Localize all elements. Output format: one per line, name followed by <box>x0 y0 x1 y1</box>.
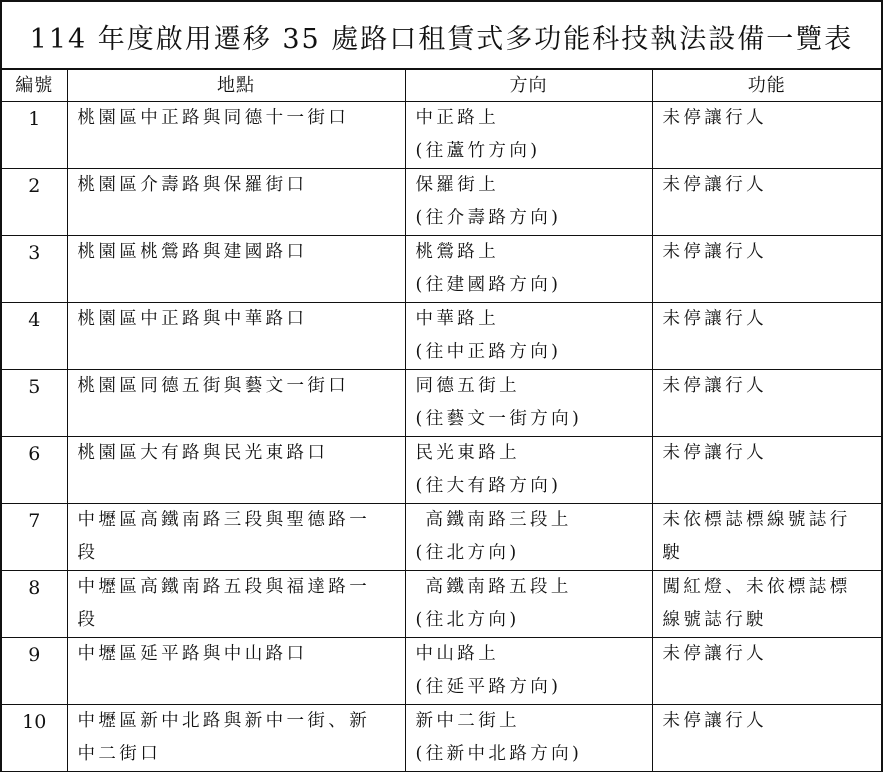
cell-direction-line: (往中正路方向) <box>415 342 562 362</box>
cell-function <box>652 504 881 571</box>
cell-direction <box>405 571 652 638</box>
document-title: 114 年度啟用遷移 35 處路口租賃式多功能科技執法設備一覽表 <box>2 2 881 70</box>
cell-function <box>652 705 881 772</box>
cell-function <box>652 571 881 638</box>
table-row <box>2 504 881 571</box>
cell-no: 7 <box>2 504 67 571</box>
equipment-table <box>2 70 881 772</box>
cell-direction-line: (往介壽路方向) <box>415 208 562 228</box>
cell-direction <box>405 303 652 370</box>
cell-location <box>67 236 405 303</box>
cell-function-line: 未停讓行人 <box>662 376 767 396</box>
cell-direction <box>405 169 652 236</box>
cell-location-line: 段 <box>77 610 99 630</box>
cell-direction-line: 民光東路上 <box>415 443 520 463</box>
cell-location-line: 中壢區延平路與中山路口 <box>77 644 308 664</box>
cell-location <box>67 102 405 169</box>
cell-function-line: 未停讓行人 <box>662 443 767 463</box>
cell-direction-line: 新中二街上 <box>415 711 520 731</box>
cell-no: 3 <box>2 236 67 303</box>
cell-direction-line: 高鐵南路五段上 <box>425 577 572 597</box>
cell-function-line: 駛 <box>662 543 684 563</box>
cell-location <box>67 504 405 571</box>
table-row <box>2 102 881 169</box>
cell-direction-line: (往北方向) <box>415 543 520 563</box>
cell-location <box>67 303 405 370</box>
cell-location-line: 中壢區高鐵南路三段與聖德路一 <box>77 510 371 530</box>
cell-direction-line: (往延平路方向) <box>415 677 562 697</box>
cell-location <box>67 370 405 437</box>
cell-no: 1 <box>2 102 67 169</box>
cell-location <box>67 169 405 236</box>
cell-direction-line: (往建國路方向) <box>415 275 562 295</box>
cell-function-line: 未停讓行人 <box>662 644 767 664</box>
cell-no: 2 <box>2 169 67 236</box>
cell-direction-line: (往蘆竹方向) <box>415 141 541 161</box>
cell-direction <box>405 638 652 705</box>
cell-location-line: 桃園區中正路與同德十一街口 <box>77 108 350 128</box>
cell-direction-line: (往藝文一街方向) <box>415 409 583 429</box>
cell-direction-line: 中正路上 <box>415 108 500 128</box>
cell-direction-line: 保羅街上 <box>415 175 500 195</box>
cell-function-line: 線號誌行駛 <box>662 610 767 630</box>
cell-location-line: 中二街口 <box>77 744 162 764</box>
cell-function-line: 未停讓行人 <box>662 711 767 731</box>
cell-location-line: 桃園區桃鶯路與建國路口 <box>77 242 308 262</box>
table-header-row <box>2 70 881 102</box>
column-header-no: 編號 <box>2 70 67 102</box>
cell-location-line: 桃園區介壽路與保羅街口 <box>77 175 308 195</box>
cell-no: 10 <box>2 705 67 772</box>
cell-location-line: 中壢區新中北路與新中一街、新 <box>77 711 371 731</box>
cell-direction <box>405 236 652 303</box>
cell-function <box>652 370 881 437</box>
cell-direction <box>405 102 652 169</box>
cell-no: 9 <box>2 638 67 705</box>
cell-function <box>652 303 881 370</box>
cell-function-line: 未停讓行人 <box>662 108 767 128</box>
cell-no: 6 <box>2 437 67 504</box>
table-row <box>2 705 881 772</box>
cell-direction <box>405 504 652 571</box>
cell-direction-line: 同德五街上 <box>415 376 520 396</box>
cell-function-line: 闖紅燈、未依標誌標 <box>662 577 851 597</box>
cell-function <box>652 169 881 236</box>
cell-location-line: 桃園區同德五街與藝文一街口 <box>77 376 350 396</box>
cell-direction-line: (往大有路方向) <box>415 476 562 496</box>
cell-function <box>652 102 881 169</box>
cell-function-line: 未停讓行人 <box>662 175 767 195</box>
cell-direction-line: 中華路上 <box>415 309 500 329</box>
cell-location <box>67 638 405 705</box>
cell-location-line: 桃園區大有路與民光東路口 <box>77 443 329 463</box>
cell-direction-line: 高鐵南路三段上 <box>425 510 572 530</box>
cell-location <box>67 705 405 772</box>
cell-function <box>652 236 881 303</box>
cell-location-line: 段 <box>77 543 99 563</box>
cell-no: 4 <box>2 303 67 370</box>
cell-function <box>652 638 881 705</box>
table-row <box>2 370 881 437</box>
table-row <box>2 169 881 236</box>
table-row <box>2 437 881 504</box>
column-header-location: 地點 <box>67 70 405 102</box>
cell-location <box>67 437 405 504</box>
column-header-direction: 方向 <box>405 70 652 102</box>
cell-direction <box>405 705 652 772</box>
cell-location-line: 桃園區中正路與中華路口 <box>77 309 308 329</box>
cell-location <box>67 571 405 638</box>
cell-direction <box>405 370 652 437</box>
cell-function <box>652 437 881 504</box>
cell-direction <box>405 437 652 504</box>
cell-direction-line: (往新中北路方向) <box>415 744 583 764</box>
cell-direction-line: (往北方向) <box>415 610 520 630</box>
cell-no: 5 <box>2 370 67 437</box>
table-body <box>2 102 881 772</box>
table-row <box>2 236 881 303</box>
column-header-function: 功能 <box>652 70 881 102</box>
cell-function-line: 未停讓行人 <box>662 309 767 329</box>
cell-direction-line: 中山路上 <box>415 644 500 664</box>
table-row <box>2 571 881 638</box>
cell-no: 8 <box>2 571 67 638</box>
cell-location-line: 中壢區高鐵南路五段與福達路一 <box>77 577 371 597</box>
table-row <box>2 303 881 370</box>
cell-direction-line: 桃鶯路上 <box>415 242 500 262</box>
cell-function-line: 未停讓行人 <box>662 242 767 262</box>
table-row <box>2 638 881 705</box>
cell-function-line: 未依標誌標線號誌行 <box>662 510 851 530</box>
